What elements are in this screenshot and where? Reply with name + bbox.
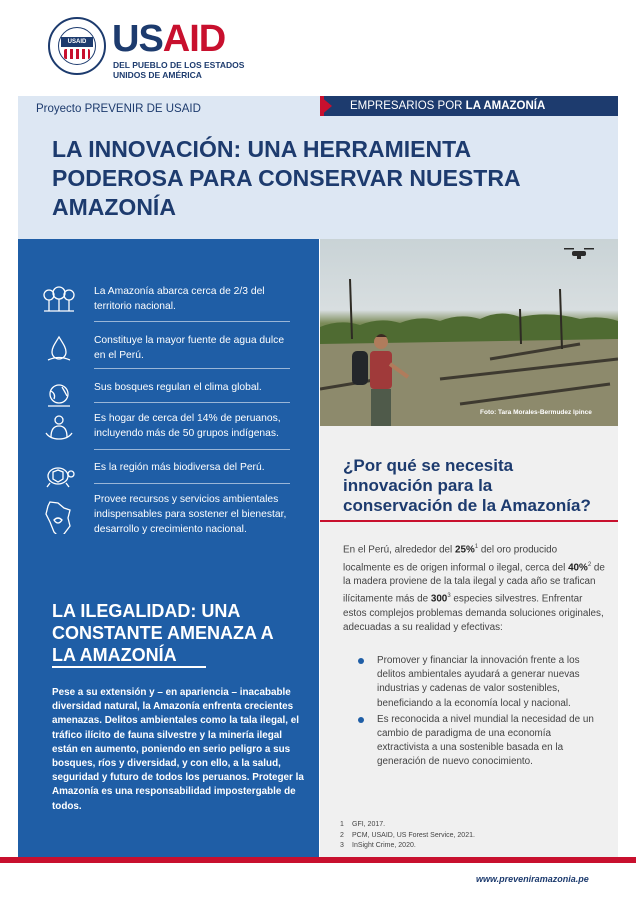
page-title: LA INNOVACIÓN: UNA HERRAMIENTA PODEROSA PARA CONSERVAR NUESTRA AMAZONÍA xyxy=(52,136,520,220)
people-icon xyxy=(42,413,76,441)
fact-text: La Amazonía abarca cerca de 2/3 del territorio nacional. xyxy=(94,286,265,312)
section-body: Pese a su extensión y – en apariencia – inacabable diversidad natural, la Amazonía enfrenta crecientes amenazas. Delitos ambientales como la tala ilegal, el tráfico ilícito de fauna silvestre y la minería ilegal están en aumento, poniendo en serio peligro a sus bosques, ríos y diversidad, y con ello, a la salud, seguridad y futuro de todos los peruanos. Proteger la Amazonía es una responsabilidad impostergable de todos. xyxy=(52,687,304,812)
photo-caption: Foto: Tara Morales-Bermudez Ipince xyxy=(480,409,592,416)
usaid-wordmark: USAID xyxy=(112,18,226,60)
stat-species: 300 xyxy=(430,593,448,605)
fact-text: Constituye la mayor fuente de agua dulce en el Perú. xyxy=(94,335,285,361)
section-underline xyxy=(52,666,206,668)
deforestation-photo xyxy=(320,239,618,426)
project-name: Proyecto PREVENIR DE USAID xyxy=(36,103,201,115)
section-title: LA ILEGALIDAD: UNA CONSTANTE AMENAZA A LA AMAZONÍA xyxy=(52,601,273,665)
fact-text: Es hogar de cerca del 14% de peruanos, incluyendo más de 50 grupos indígenas. xyxy=(94,413,281,439)
hero-photo xyxy=(320,239,618,426)
footnotes xyxy=(340,820,600,852)
fact-divider xyxy=(94,402,290,403)
heading-rule xyxy=(320,520,618,522)
chevron-right-icon xyxy=(320,96,332,116)
fact-text: Sus bosques regulan el clima global. xyxy=(94,382,262,393)
handshake-icon xyxy=(64,49,90,59)
seal-band-text: USAID xyxy=(61,37,93,47)
page-header xyxy=(0,0,636,92)
globe-climate-icon xyxy=(42,382,76,410)
water-drop-icon xyxy=(42,335,76,363)
fact-divider xyxy=(94,449,290,450)
fact-divider xyxy=(94,483,290,484)
fact-divider xyxy=(94,368,290,369)
website-link[interactable]: www.preveniramazonia.pe xyxy=(476,874,589,884)
usaid-subtitle: DEL PUEBLO DE LOS ESTADOS UNIDOS DE AMÉRICA xyxy=(113,60,245,80)
intro-paragraph: En el Perú, alrededor del 25%$^1$ del oro producido localmente es de origen informal o ilegal, cerca del 40%$^2$ de la madera proviene de la tala ilegal y cada año se trafican ilícitamente más de $300^3$ especies silvestres. Enfrentar estos complejos problemas demanda soluciones originales, adecuadas a su realidad y efectivas: xyxy=(343,544,605,633)
program-tab: EMPRESARIOS POR LA AMAZONÍA xyxy=(320,96,618,116)
fact-text: Es la región más biodiversa del Perú. xyxy=(94,462,265,473)
section-heading: ¿Por qué se necesita innovación para la conservación de la Amazonía? xyxy=(343,456,591,515)
usaid-seal-logo xyxy=(48,17,106,75)
bullet-dot-icon xyxy=(358,658,364,664)
stat-timber: 40% xyxy=(568,561,588,573)
fact-divider xyxy=(94,321,290,322)
bullet-dot-icon xyxy=(358,717,364,723)
fact-text: Provee recursos y servicios ambientales indispensables para sostener el bienestar, desarrollo y crecimiento nacional. xyxy=(94,494,287,535)
footer-bar xyxy=(0,857,636,863)
footnote: 2 PCM, USAID, US Forest Service, 2021. xyxy=(340,831,475,839)
footnote: 3 InSight Crime, 2020. xyxy=(340,842,416,849)
forest-icon xyxy=(42,286,76,314)
turtle-icon xyxy=(42,462,76,490)
list-item: Es reconocida a nivel mundial la necesidad de un cambio de paradigma de una economía extractivista a una sostenible basada en la generación de nuevo conocimiento. xyxy=(358,713,602,770)
bullet-list xyxy=(358,654,602,772)
list-item: Promover y financiar la innovación frente a los delitos ambientales ayudará a generar nuevas industrias y cadenas de valor sostenibles, beneficiando a la economía local y nacional. xyxy=(358,654,602,711)
peru-map-icon xyxy=(42,494,76,534)
stat-gold: 25% xyxy=(455,544,475,556)
footnote: 1 GFI, 2017. xyxy=(340,821,386,828)
